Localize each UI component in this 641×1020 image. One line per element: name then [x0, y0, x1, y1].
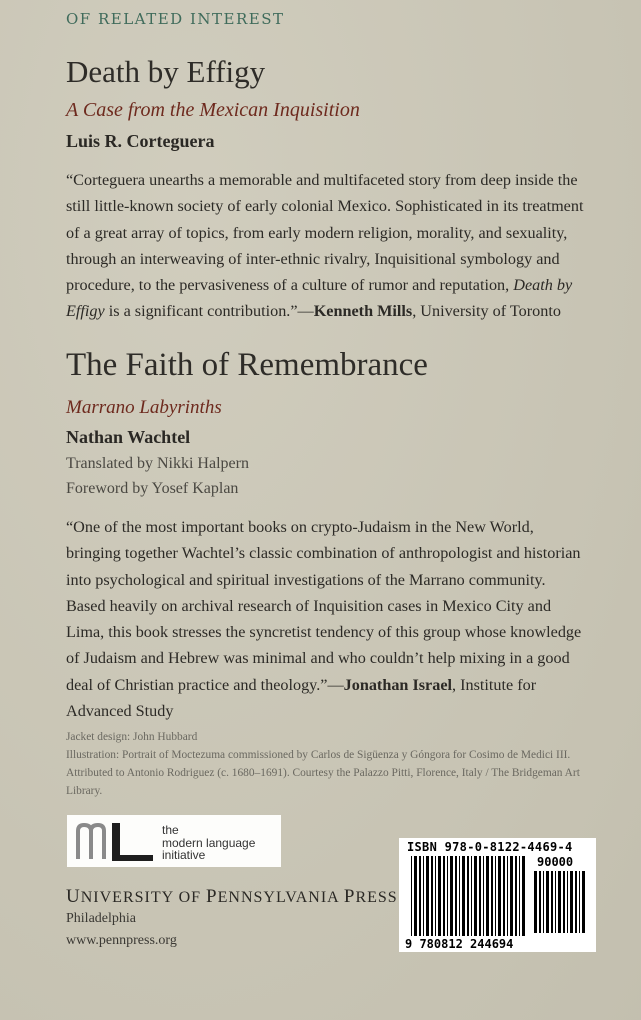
- logo-line-2: modern language: [162, 835, 256, 850]
- barcode-bar: [498, 856, 501, 936]
- barcode-bar: [455, 856, 457, 936]
- jacket-design-credit: Jacket design: John Hubbard: [66, 731, 198, 743]
- barcode-bar: [414, 856, 417, 936]
- publisher-website[interactable]: www.pennpress.org: [66, 933, 177, 948]
- barcode-bar: [435, 856, 436, 936]
- isbn-barcode: [399, 838, 596, 952]
- barcode-bar: [534, 871, 537, 933]
- barcode-bar: [522, 856, 525, 936]
- price-code: 90000: [537, 855, 574, 869]
- barcode-bar: [483, 856, 484, 936]
- barcode-bar: [503, 856, 505, 936]
- publisher-name: [66, 886, 398, 908]
- logo-wordmark: [162, 824, 255, 862]
- barcode-bar: [431, 856, 433, 936]
- reviewer-affiliation: , University of Toronto: [412, 302, 561, 321]
- foreword-credit: Foreword by Yosef Kaplan: [66, 480, 239, 497]
- barcode-bar: [546, 871, 549, 933]
- publisher-cap-p2: P: [343, 886, 356, 907]
- illustration-credit: Illustration: Portrait of Moctezuma commissioned by Carlos de Sigüenza y Góngora for Cosimo de Medici III. Attributed to Antonio Rodriguez (c. 1680–1691). Courtesy the Palazzo Pitti, Florence, Italy / The Bridgeman Art Library.: [66, 749, 580, 797]
- barcode-bar: [507, 856, 508, 936]
- barcode-bar: [419, 856, 421, 936]
- barcode-bar: [459, 856, 460, 936]
- book-title-faith-of-remembrance: The Faith of Remembrance: [66, 347, 428, 383]
- barcode-bar: [474, 856, 477, 936]
- barcode-bar: [579, 871, 580, 933]
- barcode-bar: [447, 856, 448, 936]
- barcode-bar: [443, 856, 445, 936]
- book-subtitle-death-by-effigy: A Case from the Mexican Inquisition: [66, 99, 360, 121]
- barcode-bar: [582, 871, 585, 933]
- publisher-cap-p: P: [206, 886, 218, 907]
- publisher-cap-u: U: [66, 886, 81, 907]
- isbn-number: ISBN 978-0-8122-4469-4: [407, 840, 573, 854]
- barcode-bar: [543, 871, 544, 933]
- quote-book-title: Death by Effigy: [66, 276, 573, 321]
- barcode-bar: [471, 856, 472, 936]
- barcode-bars-icon: [411, 856, 531, 938]
- barcode-bar: [462, 856, 465, 936]
- ean-number: 9 780812 244694: [405, 937, 514, 951]
- barcode-bar: [495, 856, 496, 936]
- publisher-part: NIVERSITY OF: [80, 889, 207, 906]
- barcode-addon-bars-icon: [534, 871, 590, 935]
- barcode-bar: [491, 856, 493, 936]
- barcode-bar: [570, 871, 573, 933]
- barcode-bar: [555, 871, 556, 933]
- barcode-bar: [539, 871, 541, 933]
- barcode-bar: [438, 856, 441, 936]
- barcode-bar: [515, 856, 517, 936]
- reviewer-name: Jonathan Israel: [343, 675, 453, 694]
- translator-credit: Translated by Nikki Halpern: [66, 455, 249, 472]
- mli-logo-mark-icon: [75, 821, 159, 861]
- logo-line-3: initiative: [162, 848, 206, 862]
- book-title-death-by-effigy: Death by Effigy: [66, 54, 266, 89]
- review-quote-faith-of-remembrance: [66, 514, 584, 724]
- barcode-bar: [479, 856, 481, 936]
- barcode-bar: [411, 856, 412, 936]
- section-heading: OF RELATED INTEREST: [66, 10, 285, 28]
- publisher-city: Philadelphia: [66, 911, 136, 926]
- barcode-bar: [467, 856, 469, 936]
- barcode-bar: [558, 871, 561, 933]
- barcode-bar: [567, 871, 568, 933]
- quote-text: “One of the most important books on crypto-Judaism in the New World, bringing together Wachtel’s classic combination of anthropologist and historian into psychological and spiritual investigations of the Marrano community. Based heavily on archival research of Inquisition cases in Mexico City and Lima, this book stresses the syncretist tendency of this group whose knowledge of Judaism and Hebrew was minimal and who couldn’t help mixing in a good deal of Christian practice and theology.”—: [66, 518, 582, 694]
- barcode-bar: [510, 856, 513, 936]
- book-author-wachtel: Nathan Wachtel: [66, 427, 191, 447]
- barcode-bar: [575, 871, 577, 933]
- barcode-bar: [486, 856, 489, 936]
- barcode-bar: [423, 856, 424, 936]
- logo-line-1: the: [162, 823, 179, 837]
- publisher-part: ENNSYLVANIA: [217, 889, 344, 906]
- barcode-bar: [563, 871, 565, 933]
- quote-text: “Corteguera unearths a memorable and multifaceted story from deep inside the still little-known society of early colonial Mexico. Sophisticated in its treatment of a great array of topics, from early modern religion, morality, and sexuality, through an interweaving of inter-ethnic rivalry, Inquisitional symbology and procedure, to the pervasiveness of a culture of rumor and reputation,: [66, 171, 584, 295]
- barcode-bar: [519, 856, 520, 936]
- reviewer-name: Kenneth Mills: [313, 302, 413, 321]
- publisher-part: RESS: [355, 889, 398, 906]
- book-author-corteguera: Luis R. Corteguera: [66, 131, 215, 151]
- barcode-bar: [551, 871, 553, 933]
- barcode-bar: [426, 856, 429, 936]
- barcode-bar: [450, 856, 453, 936]
- review-quote-death-by-effigy: [66, 167, 584, 325]
- quote-text-end: is a significant contribution.”—: [104, 302, 314, 321]
- book-subtitle-faith-of-remembrance: Marrano Labyrinths: [66, 397, 222, 418]
- reviewer-affiliation: , Institute for Advanced Study: [66, 675, 537, 721]
- modern-language-initiative-logo: [67, 815, 281, 867]
